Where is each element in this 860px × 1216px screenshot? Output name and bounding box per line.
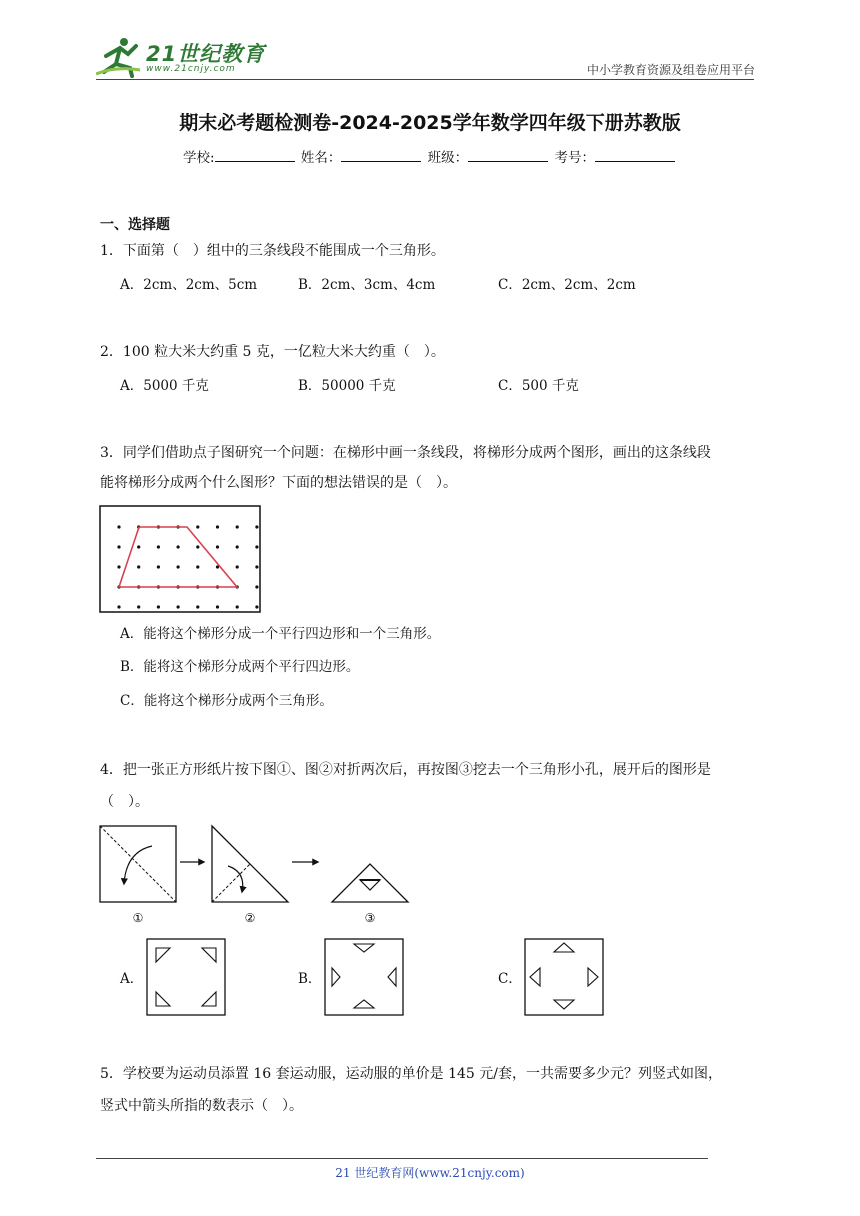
school-label: 学校: [183,150,215,166]
grid-dot [196,525,199,528]
grid-dot [255,565,258,568]
question-4-option-a-label[interactable]: A． [120,971,144,987]
section-title: 一、选择题 [100,217,170,233]
school-blank[interactable] [215,149,295,162]
name-label: 姓名： [300,150,342,166]
logo-text: 21世纪教育 [146,42,266,66]
grid-dot [117,525,120,528]
grid-dot [236,545,239,548]
question-1-stem: 1．下面第（ ）组中的三条线段不能围成一个三角形。 [100,243,445,259]
grid-dot [196,565,199,568]
question-4-stem-line2: （ ）。 [100,794,149,810]
grid-dot [117,565,120,568]
question-4-option-b-figure[interactable] [324,938,404,1016]
grid-dot [216,545,219,548]
grid-dot [216,525,219,528]
grid-dot [216,605,219,608]
exam-no-blank[interactable] [595,149,675,162]
class-blank[interactable] [468,149,548,162]
grid-dot [157,545,160,548]
question-1-option-b[interactable]: B．2cm、3cm、4cm [298,277,436,293]
grid-dot [157,565,160,568]
question-2-option-b[interactable]: B．50000 千克 [298,378,396,394]
question-2-option-c[interactable]: C．500 千克 [498,378,579,394]
grid-dot [137,545,140,548]
grid-dot [255,525,258,528]
question-5-stem-line1: 5．学校要为运动员添置 16 套运动服，运动服的单价是 145 元/套，一共需要多少元？列竖式如图， [100,1066,722,1082]
question-2-stem: 2．100 粒大米大约重 5 克，一亿粒大米大约重（ ）。 [100,344,445,360]
figure-label-2: ② [244,911,256,925]
grid-dot [117,545,120,548]
grid-dot [255,585,258,588]
question-4-option-c-figure[interactable] [524,938,604,1016]
fold-step-1 [100,826,176,902]
class-label: 班级： [427,150,469,166]
grid-dot [196,605,199,608]
grid-dot [236,565,239,568]
question-2-option-a[interactable]: A．5000 千克 [120,378,209,394]
grid-dot [137,565,140,568]
student-info-line [0,146,860,166]
footer-site-link[interactable]: 21 世纪教育网(www.21cnjy.com) [335,1166,525,1180]
exam-no-label: 考号： [554,150,595,166]
grid-dot [196,545,199,548]
question-1-option-c[interactable]: C．2cm、2cm、2cm [498,277,636,293]
fold-step-2 [212,826,288,902]
grid-dot [177,545,180,548]
question-3-option-c[interactable]: C．能将这个梯形分成两个三角形。 [120,693,333,709]
grid-dot [137,605,140,608]
header-divider [96,79,754,80]
dot-grid-frame [100,506,260,612]
figure-label-3: ③ [364,911,376,925]
question-3-option-b[interactable]: B．能将这个梯形分成两个平行四边形。 [120,659,360,675]
page-title: 期末必考题检测卷-2024-2025学年数学四年级下册苏教版 [179,112,681,134]
fold-step-3 [332,864,408,902]
grid-dot [236,525,239,528]
grid-dot [255,545,258,548]
question-3-option-a[interactable]: A．能将这个梯形分成一个平行四边形和一个三角形。 [120,626,441,642]
grid-dot [117,605,120,608]
grid-dot [236,605,239,608]
question-1-option-a[interactable]: A．2cm、2cm、5cm [120,277,258,293]
question-4-option-b-label[interactable]: B． [298,971,322,987]
runner-icon [96,38,140,76]
question-3-stem-line2: 能将梯形分成两个什么图形？下面的想法错误的是（ ）。 [100,475,457,491]
grid-dot [157,605,160,608]
question-4-option-c-label[interactable]: C． [498,971,522,987]
grid-dot [255,605,258,608]
dot-grid-trapezoid-figure [99,505,261,613]
question-3-stem-line1: 3．同学们借助点子图研究一个问题：在梯形中画一条线段，将梯形分成两个图形，画出的这条线段 [100,445,711,461]
question-4-stem-line1: 4．把一张正方形纸片按下图①、图②对折两次后，再按图③挖去一个三角形小孔，展开后的图形是 [100,762,711,778]
header-platform-text: 中小学教育资源及组卷应用平台 [586,63,755,77]
footer-divider [96,1158,708,1159]
figure-label-1: ① [132,911,144,925]
grid-dot [177,605,180,608]
folding-steps-figure [96,822,416,932]
logo-url: www.21cnjy.com [146,64,236,74]
grid-dot [177,565,180,568]
question-4-option-a-figure[interactable] [146,938,226,1016]
question-5-stem-line2: 竖式中箭头所指的数表示（ ）。 [100,1098,303,1114]
name-blank[interactable] [341,149,421,162]
